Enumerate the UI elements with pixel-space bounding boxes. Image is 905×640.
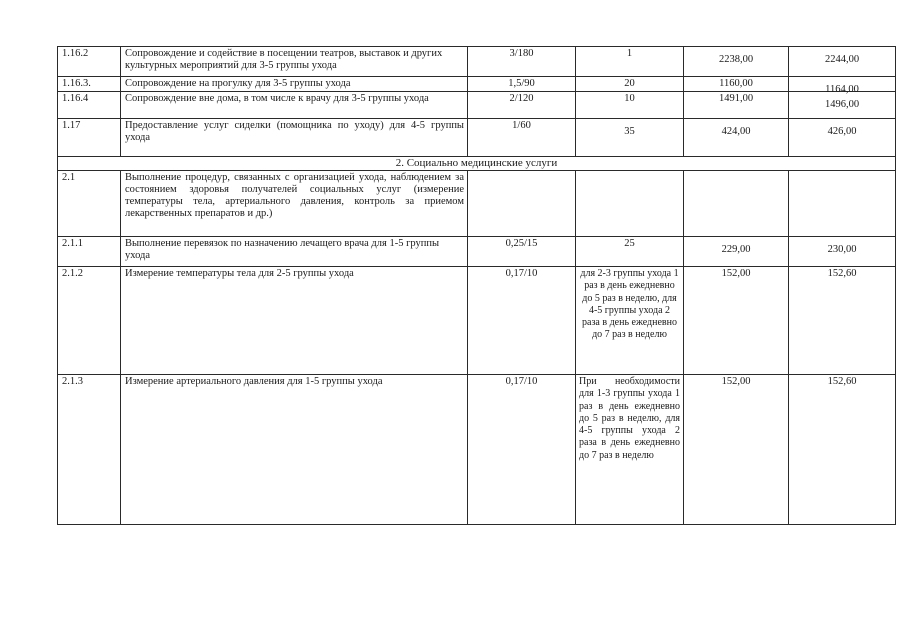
service-name: Сопровождение и содействие в посещении театров, выставок и других культурных мероприятий для 3-5 группы ухода: [121, 47, 468, 77]
service-frequency: для 2-3 группы ухода 1 раз в день ежедневно до 5 раз в неделю, для 4-5 группы ухода 2 раза в день ежедневно до 7 раз в неделю: [576, 267, 684, 375]
tariff-price: 1160,00: [684, 77, 789, 92]
table-row: [58, 267, 896, 375]
table-row: [58, 77, 896, 92]
section-title: 2. Социально медицинские услуги: [58, 157, 896, 171]
service-frequency: При необходимости для 1-3 группы ухода 1 раз в день ежедневно до 5 раз в неделю, для 4-5 группы ухода 2 раза в день ежедневно до 7 раз в неделю: [576, 375, 684, 525]
tariff-price-alt-value: 230,00: [827, 244, 857, 255]
row-number: 1.16.2: [58, 47, 121, 77]
time-norm: 0,17/10: [468, 375, 576, 525]
tariff-price: [684, 237, 789, 267]
service-name: Измерение температуры тела для 2-5 группы ухода: [121, 267, 468, 375]
table-row: [58, 47, 896, 77]
document-page: [57, 46, 895, 525]
service-name: Предоставление услуг сиделки (помощника по уходу) для 4-5 группы ухода: [121, 119, 468, 157]
service-quantity: 20: [576, 77, 684, 92]
service-name: Выполнение перевязок по назначению лечащего врача для 1-5 группы ухода: [121, 237, 468, 267]
service-name: Выполнение процедур, связанных с организацией ухода, наблюдением за состоянием здоровья получателей социальных услуг (измерение температуры тела, артериального давления, контроль за приемом лекарственных препаратов и др.): [121, 171, 468, 237]
time-norm: 1/60: [468, 119, 576, 157]
tariff-price-alt: 152,60: [789, 267, 896, 375]
service-quantity: 1: [576, 47, 684, 77]
tariff-price-alt: [789, 47, 896, 77]
tariff-price: [684, 119, 789, 157]
tariff-price-alt: 152,60: [789, 375, 896, 525]
tariff-price: 152,00: [684, 375, 789, 525]
table-row: [58, 375, 896, 525]
tariff-price-alt: [789, 92, 896, 119]
time-norm: 0,17/10: [468, 267, 576, 375]
service-quantity-value: 35: [624, 126, 635, 137]
time-norm: 1,5/90: [468, 77, 576, 92]
row-number: 1.16.3.: [58, 77, 121, 92]
tariff-price-value: 229,00: [721, 244, 751, 255]
table-row: [58, 92, 896, 119]
tariff-price-alt: [789, 171, 896, 237]
tariff-price-alt-value: 1164,00: [825, 84, 859, 95]
tariff-price-alt: [789, 119, 896, 157]
service-quantity: 10: [576, 92, 684, 119]
table-row: [58, 119, 896, 157]
service-quantity: 25: [576, 237, 684, 267]
tariff-price-alt-value: 1496,00: [824, 99, 860, 110]
tariff-price: [684, 171, 789, 237]
tariff-price-alt-value: 2244,00: [824, 54, 860, 65]
row-number: 2.1: [58, 171, 121, 237]
tariff-price: 152,00: [684, 267, 789, 375]
tariff-price: 1491,00: [684, 92, 789, 119]
tariff-price-value: 424,00: [721, 126, 751, 137]
services-tariff-table: [57, 46, 896, 525]
service-name: Измерение артериального давления для 1-5 группы ухода: [121, 375, 468, 525]
row-number: 1.17: [58, 119, 121, 157]
tariff-price: [684, 47, 789, 77]
row-number: 2.1.3: [58, 375, 121, 525]
time-norm: [468, 171, 576, 237]
table-row: [58, 237, 896, 267]
table-row: [58, 171, 896, 237]
tariff-price-value: 2238,00: [718, 54, 754, 65]
tariff-price-alt: [789, 77, 896, 95]
time-norm: 0,25/15: [468, 237, 576, 267]
time-norm: 2/120: [468, 92, 576, 119]
service-name: Сопровождение вне дома, в том числе к врачу для 3-5 группы ухода: [121, 92, 468, 119]
tariff-price-alt: [789, 237, 896, 267]
row-number: 2.1.2: [58, 267, 121, 375]
section-header-row: [58, 157, 896, 171]
service-quantity: [576, 171, 684, 237]
row-number: 2.1.1: [58, 237, 121, 267]
time-norm: 3/180: [468, 47, 576, 77]
service-name: Сопровождение на прогулку для 3-5 группы ухода: [121, 77, 468, 92]
service-quantity: [576, 119, 684, 157]
row-number: 1.16.4: [58, 92, 121, 119]
tariff-price-alt-value: 426,00: [827, 126, 857, 137]
